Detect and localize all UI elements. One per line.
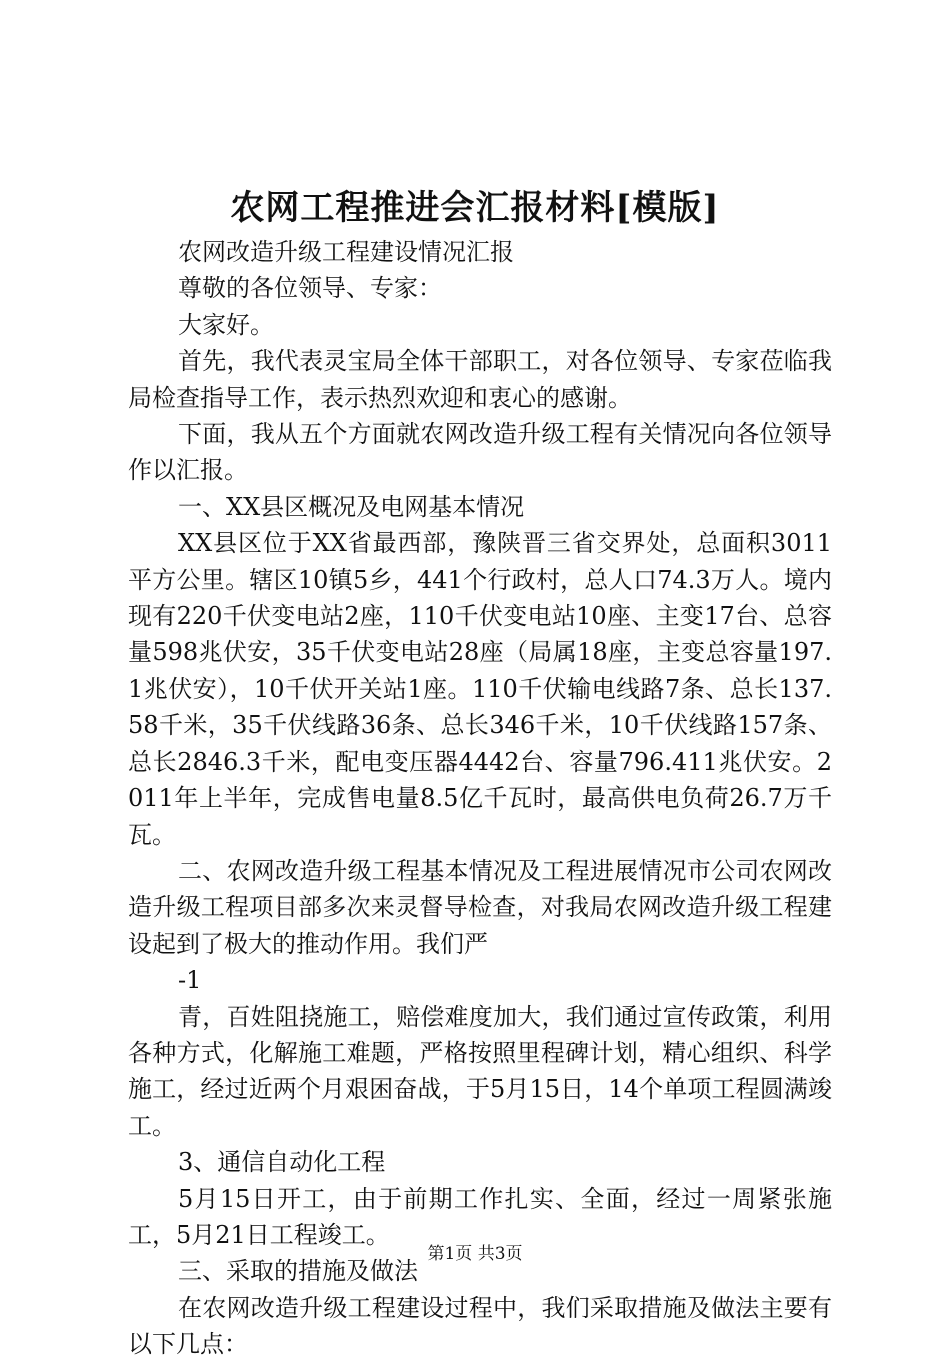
paragraph-measures: 在农网改造升级工程建设过程中，我们采取措施及做法主要有以下几点： (128, 1293, 832, 1359)
paragraph-section-2: 二、农网改造升级工程基本情况及工程进展情况市公司农网改造升级工程项目部多次来灵督导检查，对我局农网改造升级工程建设起到了极大的推动作用。我们严 (128, 856, 832, 958)
paragraph-page-marker: -1 (178, 966, 202, 995)
paragraph-salutation: 尊敬的各位领导、专家： (178, 274, 442, 303)
page-footer: 第1页 共3页 (427, 1244, 523, 1264)
paragraph-greeting: 大家好。 (178, 310, 274, 339)
paragraph-report-heading: 农网改造升级工程建设情况汇报 (178, 238, 514, 266)
paragraph-outline: 下面，我从五个方面就农网改造升级工程有关情况向各位领导作以汇报。 (128, 420, 832, 485)
document-body (128, 234, 832, 1363)
paragraph-welcome: 首先，我代表灵宝局全体干部职工，对各位领导、专家莅临我局检查指导工作，表示热烈欢迎和衷心的感谢。 (128, 347, 832, 412)
section-heading-3: 三、采取的措施及做法 (178, 1257, 418, 1286)
document-title: 农网工程推进会汇报材料[模版] (230, 188, 720, 228)
subsection-heading-communication: 3、通信自动化工程 (178, 1148, 386, 1177)
section-heading-1: 一、XX县区概况及电网基本情况 (178, 492, 525, 521)
paragraph-construction-progress: 青，百姓阻挠施工，赔偿难度加大，我们通过宣传政策，利用各种方式，化解施工难题，严格按照里程碑计划，精心组织、科学施工，经过近两个月艰困奋战，于5月15日，14个单项工程圆满竣工。 (128, 1002, 832, 1140)
paragraph-county-overview: XX县区位于XX省最西部，豫陕晋三省交界处，总面积3011平方公里。辖区10镇5乡，441个行政村，总人口74.3万人。境内现有220千伏变电站2座，110千伏变电站10座、主变17台、总容量598兆伏安，35千伏变电站28座（局属18座，主变总容量197.1兆伏安），10千伏开关站1座。110千伏输电线路7条、总长137.58千米，35千伏线路36条、总长346千米，10千伏线路157条、总长2846.3千米，配电变压器4442台、容量796.411兆伏安。2011年上半年，完成售电量8.5亿千瓦时，最高供电负荷26.7万千瓦。 (128, 529, 832, 849)
paragraph-communication-project: 5月15日开工，由于前期工作扎实、全面，经过一周紧张施工，5月21日工程竣工。 (128, 1184, 832, 1249)
